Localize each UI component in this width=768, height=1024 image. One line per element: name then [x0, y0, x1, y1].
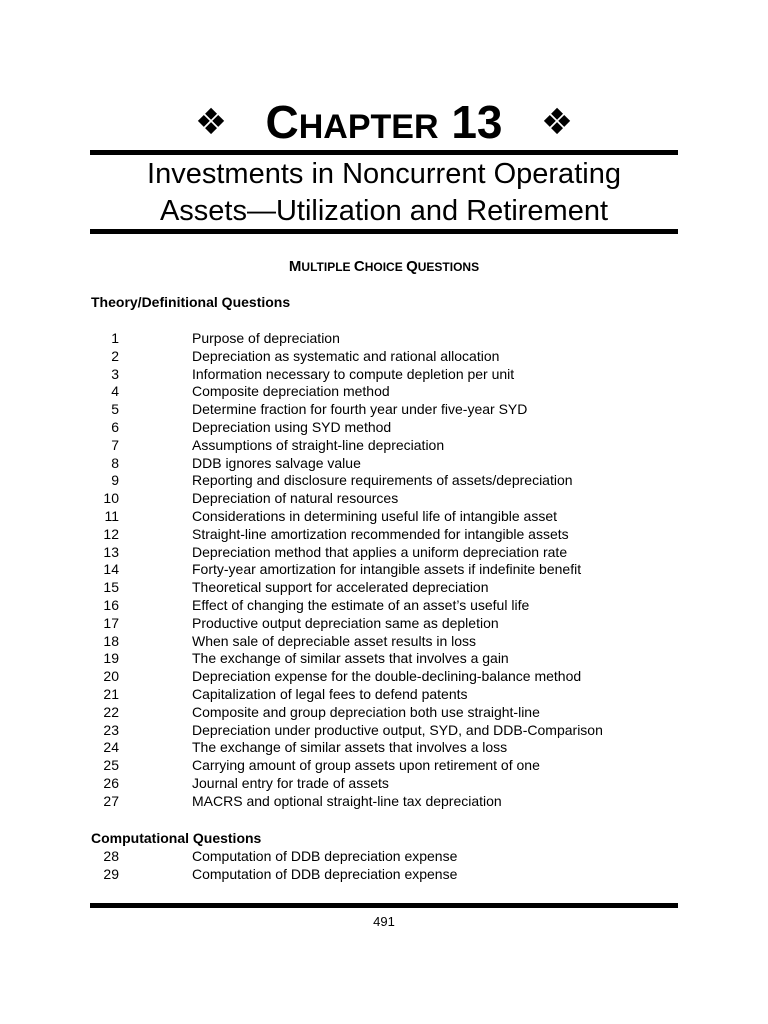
diamond-ornament-icon: ❖	[540, 102, 574, 143]
question-topic: Theoretical support for accelerated depreciation	[192, 579, 489, 596]
question-row	[91, 650, 691, 668]
question-row	[91, 668, 691, 686]
question-topic: Journal entry for trade of assets	[192, 774, 389, 791]
question-row	[91, 401, 691, 419]
question-number: 12	[103, 525, 119, 542]
computational-heading: Computational Questions	[91, 830, 262, 846]
chapter-heading	[0, 92, 768, 157]
question-topic: Purpose of depreciation	[192, 330, 340, 346]
question-row	[91, 848, 691, 866]
question-number: 8	[111, 454, 119, 471]
question-number: 19	[103, 650, 119, 667]
chapter-title	[90, 156, 678, 230]
question-number: 6	[111, 418, 119, 435]
chapter-label: CHAPTER	[265, 96, 439, 148]
question-row	[91, 757, 691, 775]
question-topic: Straight-line amortization recommended for intangible assets	[192, 525, 569, 542]
question-row	[91, 383, 691, 401]
question-row	[91, 366, 691, 384]
question-number: 22	[103, 703, 119, 720]
question-topic: Computation of DDB depreciation expense	[192, 865, 458, 882]
question-row	[91, 739, 691, 757]
question-number: 24	[103, 739, 119, 756]
theory-heading: Theory/Definitional Questions	[91, 294, 291, 310]
question-row	[91, 775, 691, 793]
question-row	[91, 437, 691, 455]
question-row	[91, 561, 691, 579]
top-rule	[90, 150, 678, 155]
question-row	[91, 686, 691, 704]
question-row	[91, 508, 691, 526]
question-number: 10	[103, 490, 119, 507]
question-row	[91, 579, 691, 597]
question-number: 28	[103, 848, 119, 864]
question-number: 3	[111, 365, 119, 382]
question-number: 7	[111, 436, 119, 453]
question-number: 4	[111, 383, 119, 400]
question-row	[91, 544, 691, 562]
question-row	[91, 330, 691, 348]
question-number: 5	[111, 401, 119, 418]
question-topic: Depreciation of natural resources	[192, 490, 399, 507]
question-number: 9	[111, 472, 119, 489]
question-number: 16	[103, 596, 119, 613]
question-topic: Depreciation using SYD method	[192, 418, 392, 435]
question-row	[91, 490, 691, 508]
question-topic: Composite and group depreciation both use straight-line	[192, 703, 540, 720]
question-number: 23	[103, 721, 119, 738]
question-number: 13	[103, 543, 119, 560]
chapter-title-line-2: Assets—Utilization and Retirement	[159, 195, 609, 227]
question-topic: Carrying amount of group assets upon retirement of one	[192, 757, 540, 774]
chapter-number: 13	[451, 96, 503, 148]
question-row	[91, 419, 691, 437]
question-row	[91, 866, 691, 884]
question-topic: Depreciation method that applies a uniform depreciation rate	[192, 543, 568, 560]
question-topic: Considerations in determining useful life of intangible asset	[192, 507, 557, 524]
question-row	[91, 793, 691, 811]
question-number: 20	[103, 668, 119, 685]
question-number: 29	[103, 865, 119, 882]
question-topic: Reporting and disclosure requirements of assets/depreciation	[192, 472, 573, 489]
question-number: 14	[103, 561, 119, 578]
question-topic: Productive output depreciation same as depletion	[192, 614, 499, 631]
question-topic: Forty-year amortization for intangible assets if indefinite benefit	[192, 561, 582, 578]
chapter-title-line-1: Investments in Noncurrent Operating	[147, 158, 621, 190]
question-number: 27	[103, 792, 119, 809]
question-topic: Depreciation expense for the double-declining-balance method	[192, 668, 582, 685]
title-bottom-rule	[90, 229, 678, 234]
question-topic: Depreciation under productive output, SYD, and DDB-Comparison	[192, 721, 603, 738]
question-row	[91, 704, 691, 722]
question-row	[91, 597, 691, 615]
question-number: 2	[111, 347, 119, 364]
question-number: 21	[103, 685, 119, 702]
page-number: 491	[373, 914, 395, 929]
question-row	[91, 472, 691, 490]
question-row	[91, 348, 691, 366]
question-topic: Computation of DDB depreciation expense	[192, 848, 458, 864]
question-topic: Capitalization of legal fees to defend patents	[192, 685, 468, 702]
question-number: 26	[103, 774, 119, 791]
question-number: 18	[103, 632, 119, 649]
question-topic: Effect of changing the estimate of an asset’s useful life	[192, 596, 530, 613]
diamond-ornament-icon: ❖	[194, 102, 228, 143]
question-row	[91, 455, 691, 473]
bottom-rule	[90, 903, 678, 908]
question-row	[91, 526, 691, 544]
question-topic: When sale of depreciable asset results in loss	[192, 632, 477, 649]
question-topic: The exchange of similar assets that involves a gain	[192, 650, 509, 667]
theory-question-list	[91, 330, 691, 811]
question-number: 17	[103, 614, 119, 631]
question-topic: The exchange of similar assets that involves a loss	[192, 739, 508, 756]
question-row	[91, 615, 691, 633]
question-row	[91, 633, 691, 651]
computational-question-list	[91, 848, 691, 884]
section-heading: MULTIPLE CHOICE QUESTIONS	[288, 258, 480, 275]
question-topic: Depreciation as systematic and rational allocation	[192, 347, 500, 364]
question-topic: MACRS and optional straight-line tax depreciation	[192, 792, 502, 809]
question-topic: Determine fraction for fourth year under five-year SYD	[192, 401, 528, 418]
question-number: 15	[103, 579, 119, 596]
question-row	[91, 722, 691, 740]
question-number: 25	[103, 757, 119, 774]
question-number: 11	[104, 507, 119, 524]
question-topic: Composite depreciation method	[192, 383, 390, 400]
question-topic: Assumptions of straight-line depreciation	[192, 436, 445, 453]
question-number: 1	[111, 330, 119, 346]
question-topic: Information necessary to compute depletion per unit	[192, 365, 515, 382]
question-topic: DDB ignores salvage value	[192, 454, 361, 471]
